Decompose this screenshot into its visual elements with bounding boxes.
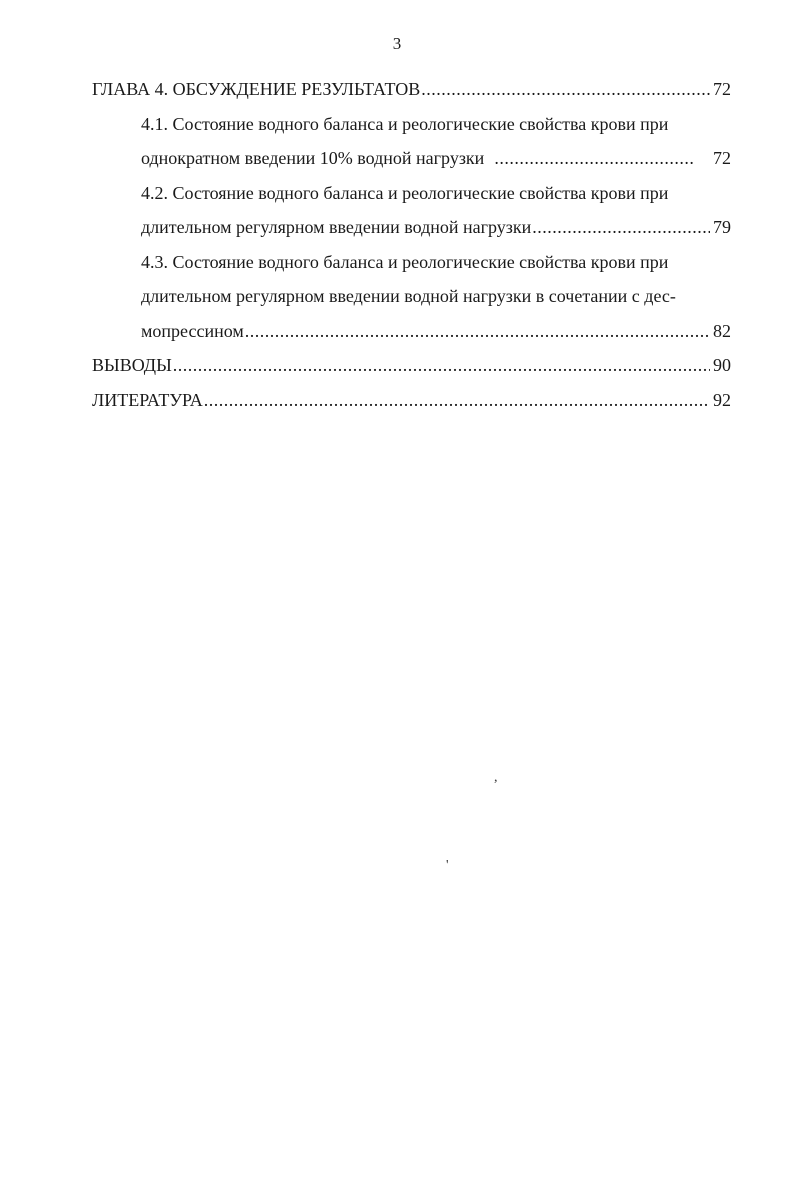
scan-mark: ' xyxy=(446,858,449,873)
toc-entry-title-cont: мопрессином xyxy=(141,320,244,341)
dot-leader xyxy=(245,314,710,349)
toc-entry-page: 82 xyxy=(713,320,731,341)
dot-leader xyxy=(494,141,695,176)
dot-leader xyxy=(204,383,710,418)
toc-entry-title: ГЛАВА 4. ОБСУЖДЕНИЕ РЕЗУЛЬТАТОВ xyxy=(92,79,421,99)
toc-entry-4-3-line1[interactable] xyxy=(92,245,731,280)
toc-entry-4-1-line1[interactable] xyxy=(92,107,731,142)
toc-entry-page: 72 xyxy=(713,79,731,99)
toc-entry-4-1-line2[interactable] xyxy=(92,141,731,176)
toc-entry-title: 4.1. Состояние водного баланса и реологические свойства крови при xyxy=(141,113,669,134)
toc-entry-title: ВЫВОДЫ xyxy=(92,355,172,375)
toc-entry-page: 90 xyxy=(713,355,731,375)
toc-entry-literature[interactable] xyxy=(92,383,731,418)
toc-entry-4-3-line3[interactable] xyxy=(92,314,731,349)
toc-entry-conclusions[interactable] xyxy=(92,348,731,383)
scan-mark: , xyxy=(494,770,498,785)
toc-entry-title-cont: однократном введении 10% водной нагрузки xyxy=(141,148,485,168)
dot-leader xyxy=(532,210,710,245)
table-of-contents xyxy=(92,72,731,417)
toc-entry-page: 79 xyxy=(713,217,731,237)
toc-entry-title: ЛИТЕРАТУРА xyxy=(92,389,203,410)
toc-entry-4-2-line1[interactable] xyxy=(92,176,731,211)
toc-entry-title-cont: длительном регулярном введении водной нагрузки в сочетании с дес- xyxy=(141,286,676,306)
toc-entry-page: 72 xyxy=(713,148,731,168)
toc-entry-title: 4.3. Состояние водного баланса и реологические свойства крови при xyxy=(141,251,669,272)
toc-entry-page: 92 xyxy=(713,389,731,410)
toc-entry-title-cont: длительном регулярном введении водной нагрузки xyxy=(141,217,532,237)
toc-entry-4-2-line2[interactable] xyxy=(92,210,731,245)
toc-entry-4-3-line2[interactable] xyxy=(92,279,731,314)
page-number: 3 xyxy=(392,34,402,53)
toc-entry-title: 4.2. Состояние водного баланса и реологические свойства крови при xyxy=(141,182,669,203)
toc-entry-chapter4[interactable] xyxy=(92,72,731,107)
dot-leader xyxy=(421,72,710,107)
dot-leader xyxy=(173,348,710,383)
